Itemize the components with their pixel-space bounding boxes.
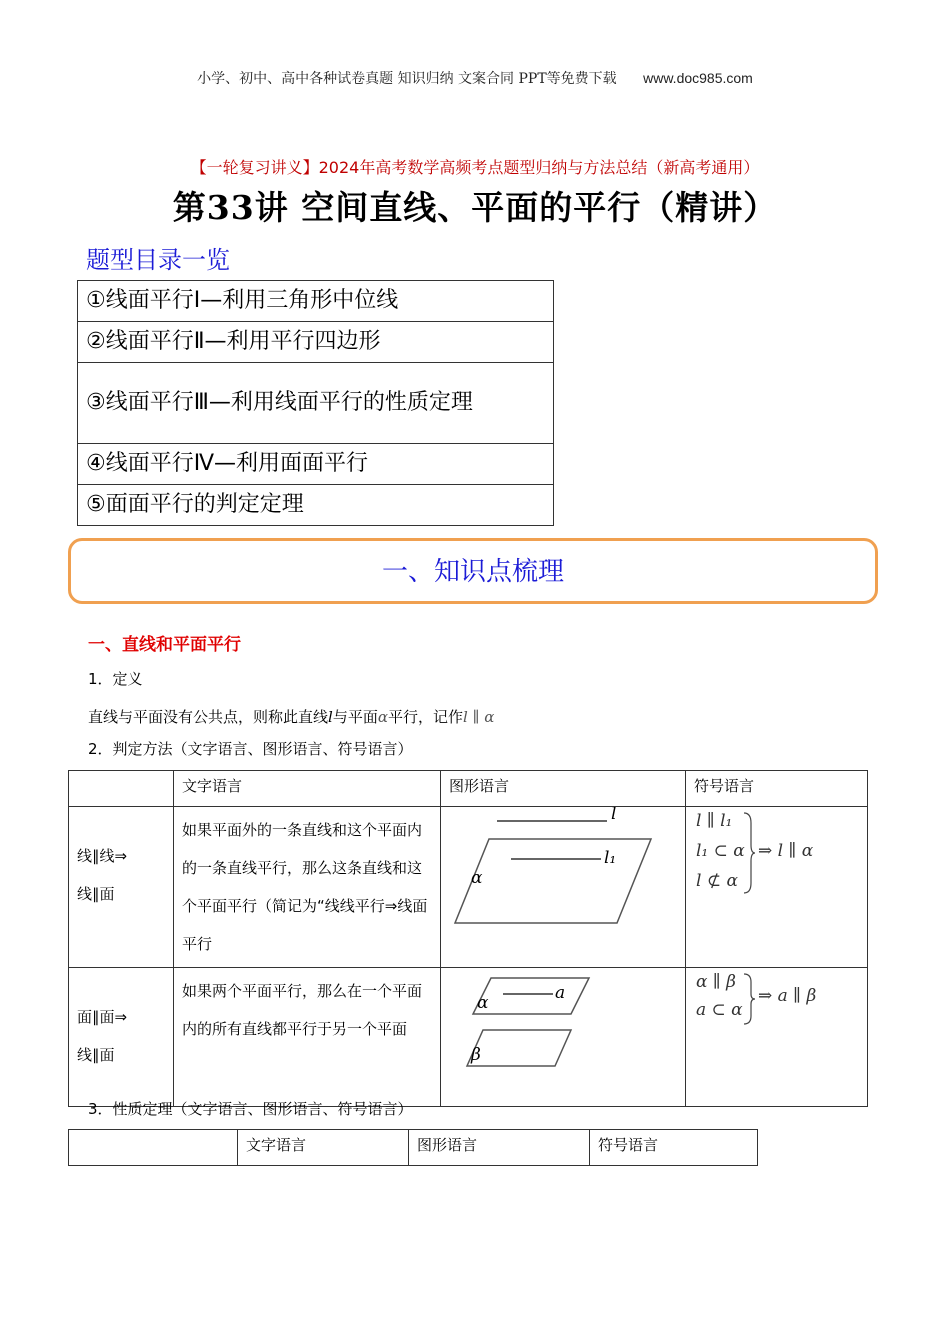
catalog-item-label: ③线面平行Ⅲ—利用线面平行的性质定理 (86, 390, 473, 415)
plane-alpha-shape (473, 978, 589, 1014)
header-site-link[interactable]: www.doc985.com (643, 70, 753, 86)
condition-label: 面∥面⇒ (77, 1008, 128, 1026)
text-cell (174, 807, 441, 968)
table-header (409, 1130, 590, 1166)
text-cell (174, 968, 441, 1107)
brace-icon (742, 972, 756, 1026)
label-l1: l₁ (604, 848, 617, 868)
symbol-line: l ⊄ α (696, 871, 738, 891)
property-table (68, 1129, 758, 1166)
label-alpha: α (471, 868, 483, 888)
table-header-label: 符号语言 (694, 777, 755, 795)
header-text: 小学、初中、高中各种试卷真题 知识归纳 文案合同 PPT等免费下载 (197, 71, 617, 87)
symbol-result: ⇒ l ∥ α (758, 841, 814, 861)
section-title: 一、知识点梳理 (381, 557, 564, 587)
condition-label: 线∥面 (77, 1046, 115, 1064)
text-statement: 如果平面外的一条直线和这个平面内的一条直线平行，那么这条直线和这个平面平行（简记为“线线平行⇒线面平行 (182, 821, 428, 953)
parallel-line-plane-figure (441, 807, 685, 955)
definition-text (88, 706, 494, 727)
catalog-item[interactable]: ①线面平行Ⅰ—利用三角形中位线 (78, 281, 554, 322)
symbol-cell (686, 807, 868, 968)
table-header-empty (69, 771, 174, 807)
definition-formula: l ∥ α (463, 708, 495, 726)
condition-cell (69, 807, 174, 968)
section-banner (68, 538, 878, 604)
table-header-label: 符号语言 (598, 1136, 659, 1154)
condition-cell (69, 968, 174, 1107)
catalog-item[interactable]: ②线面平行Ⅱ—利用平行四边形 (78, 322, 554, 363)
table-header-empty (69, 1130, 238, 1166)
label-beta: β (471, 1045, 481, 1065)
definition-symbol: l (328, 708, 333, 726)
label-l: l (611, 807, 617, 824)
judgement-label: 2．判定方法（文字语言、图形语言、符号语言） (88, 740, 413, 758)
definition-part: 平行，记作 (387, 708, 463, 726)
parallel-planes-figure (441, 968, 685, 1102)
catalog-item[interactable]: ⑤面面平行的判定定理 (78, 485, 554, 526)
catalog-table (77, 280, 554, 526)
figure-cell (441, 968, 686, 1107)
table-header-label: 文字语言 (246, 1136, 307, 1154)
table-header-label: 图形语言 (417, 1136, 478, 1154)
judgement-table (68, 770, 868, 1107)
table-header (238, 1130, 409, 1166)
label-alpha: α (477, 993, 489, 1013)
table-header (174, 771, 441, 807)
part-heading: 一、直线和平面平行 (88, 635, 241, 655)
symbol-result: ⇒ a ∥ β (758, 986, 817, 1006)
symbol-line: l₁ ⊂ α (696, 841, 745, 861)
symbol-line: α ∥ β (696, 972, 736, 992)
label-a: a (555, 983, 566, 1003)
page-title: 第33讲 空间直线、平面的平行（精讲） (172, 188, 778, 227)
table-header (441, 771, 686, 807)
condition-label: 线∥线⇒ (77, 847, 128, 865)
condition-label: 线∥面 (77, 885, 115, 903)
definition-symbol: α (377, 708, 388, 726)
definition-part: 直线与平面没有公共点，则称此直线 (88, 708, 329, 726)
table-header (686, 771, 868, 807)
property-label: 3．性质定理（文字语言、图形语言、符号语言） (88, 1100, 413, 1118)
brace-icon (742, 811, 756, 895)
definition-label: 1．定义 (88, 670, 143, 688)
text-statement: 如果两个平面平行，那么在一个平面内的所有直线都平行于另一个平面 (182, 982, 423, 1038)
catalog-title: 题型目录一览 (86, 246, 230, 274)
plane-alpha-shape (455, 839, 651, 923)
symbol-line: a ⊂ α (696, 1000, 743, 1020)
page-header (0, 68, 950, 88)
symbol-cell (686, 968, 868, 1107)
table-header (590, 1130, 758, 1166)
plane-beta-shape (467, 1030, 571, 1066)
figure-cell (441, 807, 686, 968)
definition-part: 与平面 (332, 708, 378, 726)
table-row (69, 968, 868, 1107)
symbol-line: l ∥ l₁ (696, 811, 733, 831)
table-header-label: 图形语言 (449, 777, 510, 795)
catalog-item[interactable]: ④线面平行Ⅳ—利用面面平行 (78, 444, 554, 485)
table-row (69, 807, 868, 968)
document-subtitle: 【一轮复习讲义】2024年高考数学高频考点题型归纳与方法总结（新高考通用） (190, 158, 760, 177)
catalog-item[interactable] (78, 363, 554, 444)
table-header-label: 文字语言 (182, 777, 243, 795)
